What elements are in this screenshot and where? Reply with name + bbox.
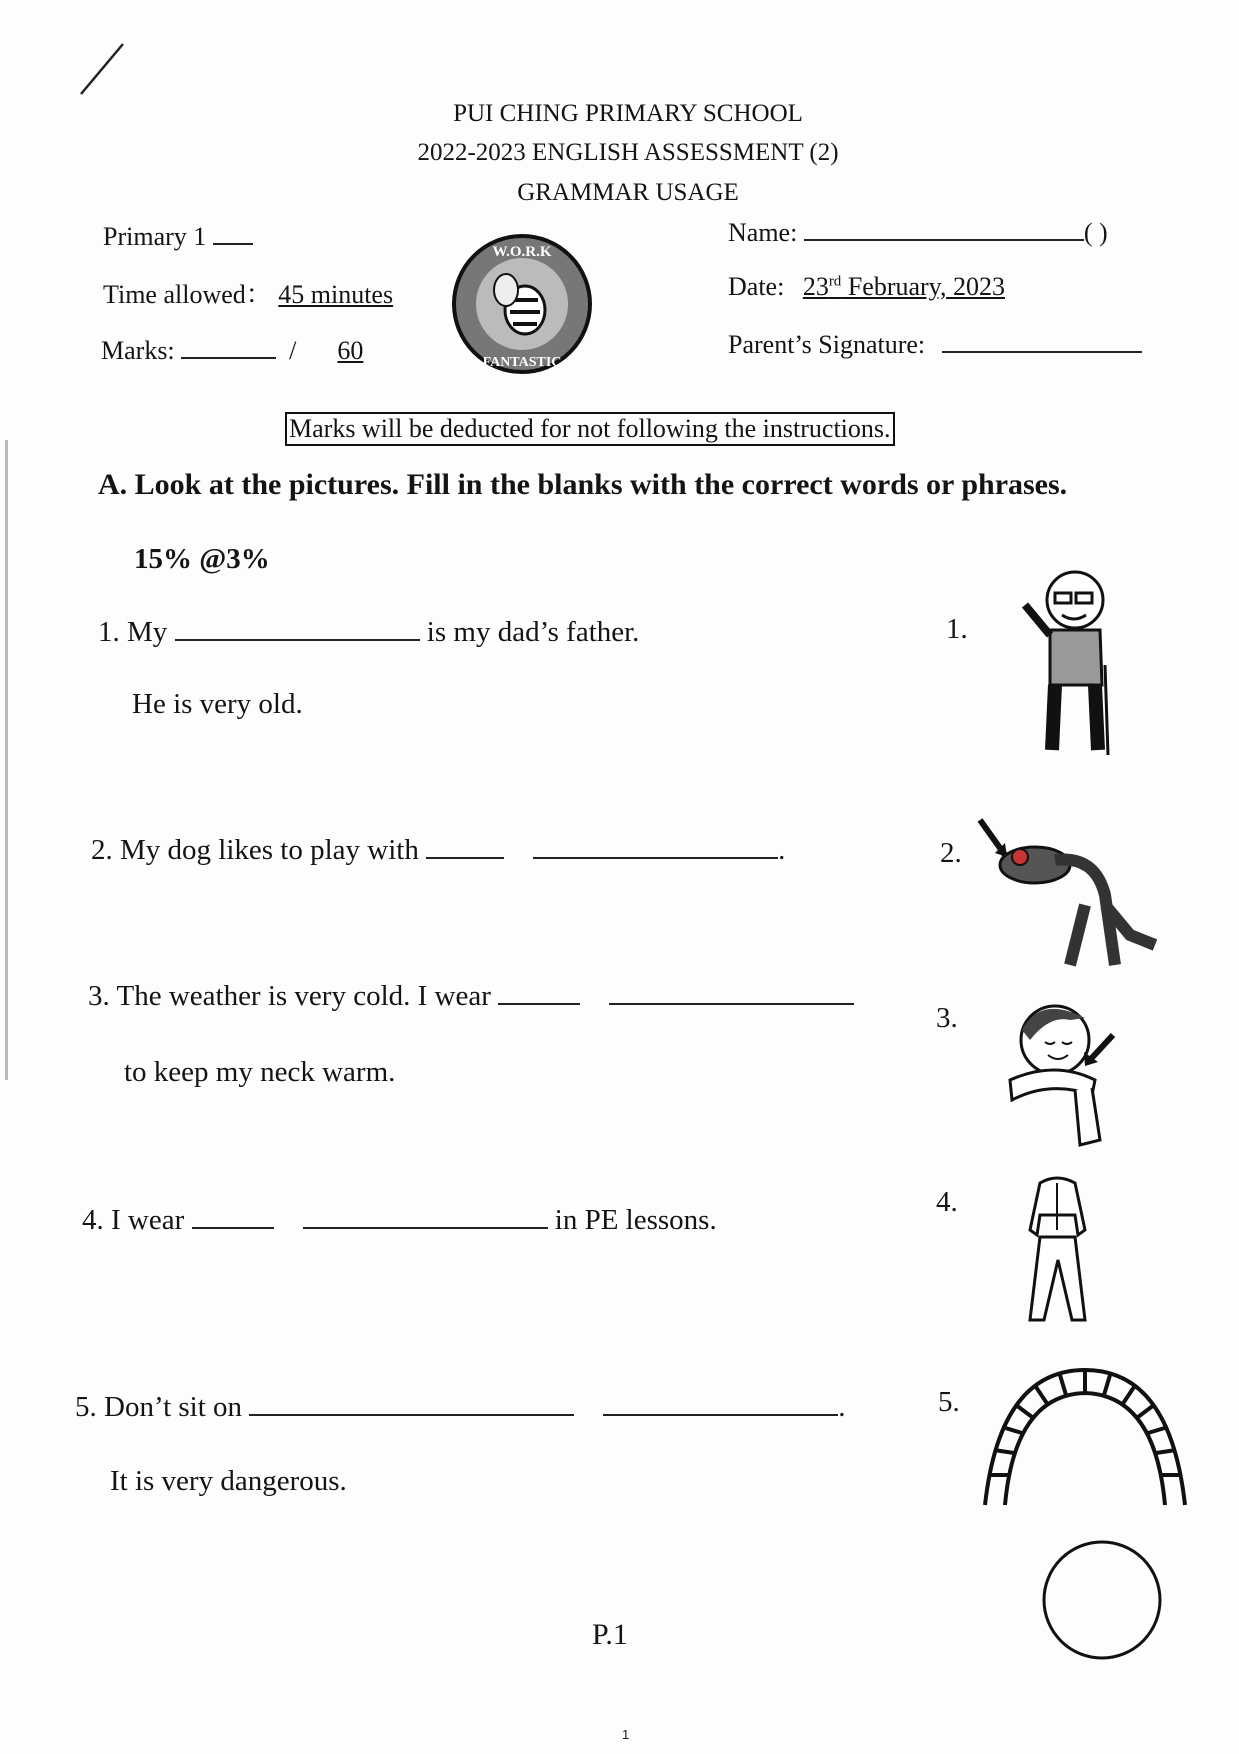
pen-mark xyxy=(75,40,130,100)
picture-5-label: 5. xyxy=(938,1386,960,1418)
date-field: Date: 23rd February, 2023 xyxy=(728,272,1005,301)
question-1[interactable]: 1. My is my dad’s father. xyxy=(98,616,640,648)
picture-3-label: 3. xyxy=(936,1002,958,1034)
question-2[interactable]: 2. My dog likes to play with . xyxy=(91,834,786,866)
name-field[interactable]: Name: ( ) xyxy=(728,218,1108,247)
scan-page-number: 1 xyxy=(622,1727,630,1742)
picture-4-label: 4. xyxy=(936,1186,958,1218)
subject-title: GRAMMAR USAGE xyxy=(517,179,739,206)
question-1-line2: He is very old. xyxy=(132,688,303,720)
picture-1-label: 1. xyxy=(946,613,968,645)
school-name: PUI CHING PRIMARY SCHOOL xyxy=(453,100,803,127)
stamp-text-top: W.O.R.K xyxy=(492,244,552,260)
tracksuit-picture xyxy=(1020,1175,1095,1325)
class-field[interactable]: Primary 1 xyxy=(103,222,253,252)
scarf-boy-picture xyxy=(1000,1000,1115,1155)
question-5-line2: It is very dangerous. xyxy=(110,1465,347,1497)
dog-with-ball-picture xyxy=(975,815,1165,990)
climbing-arch-picture xyxy=(980,1365,1190,1515)
scan-edge xyxy=(5,440,8,1080)
assessment-title: 2022-2023 ENGLISH ASSESSMENT (2) xyxy=(417,139,839,166)
answer-circle xyxy=(1040,1538,1164,1662)
section-a-heading: A. Look at the pictures. Fill in the blanks with the correct words or phrases. xyxy=(98,468,1068,501)
question-5[interactable]: 5. Don’t sit on . xyxy=(75,1391,846,1423)
section-a-marks: 15% @3% xyxy=(134,543,270,575)
question-3-line2: to keep my neck warm. xyxy=(124,1056,396,1088)
question-3[interactable]: 3. The weather is very cold. I wear xyxy=(88,980,854,1013)
instruction-notice: Marks will be deducted for not following the instructions. xyxy=(285,412,895,446)
stamp-text-bottom: FANTASTIC xyxy=(482,355,562,370)
page-number: P.1 xyxy=(592,1618,628,1651)
marks-field[interactable]: Marks: / 60 xyxy=(101,336,364,365)
time-allowed: Time allowed： 45 minutes xyxy=(103,280,394,309)
signature-field[interactable]: Parent’s Signature: xyxy=(728,330,1142,360)
question-4[interactable]: 4. I wear in PE lessons. xyxy=(82,1204,717,1236)
picture-2-label: 2. xyxy=(940,837,962,869)
grandfather-picture xyxy=(1010,565,1125,765)
work-fantastic-stamp xyxy=(450,232,595,377)
